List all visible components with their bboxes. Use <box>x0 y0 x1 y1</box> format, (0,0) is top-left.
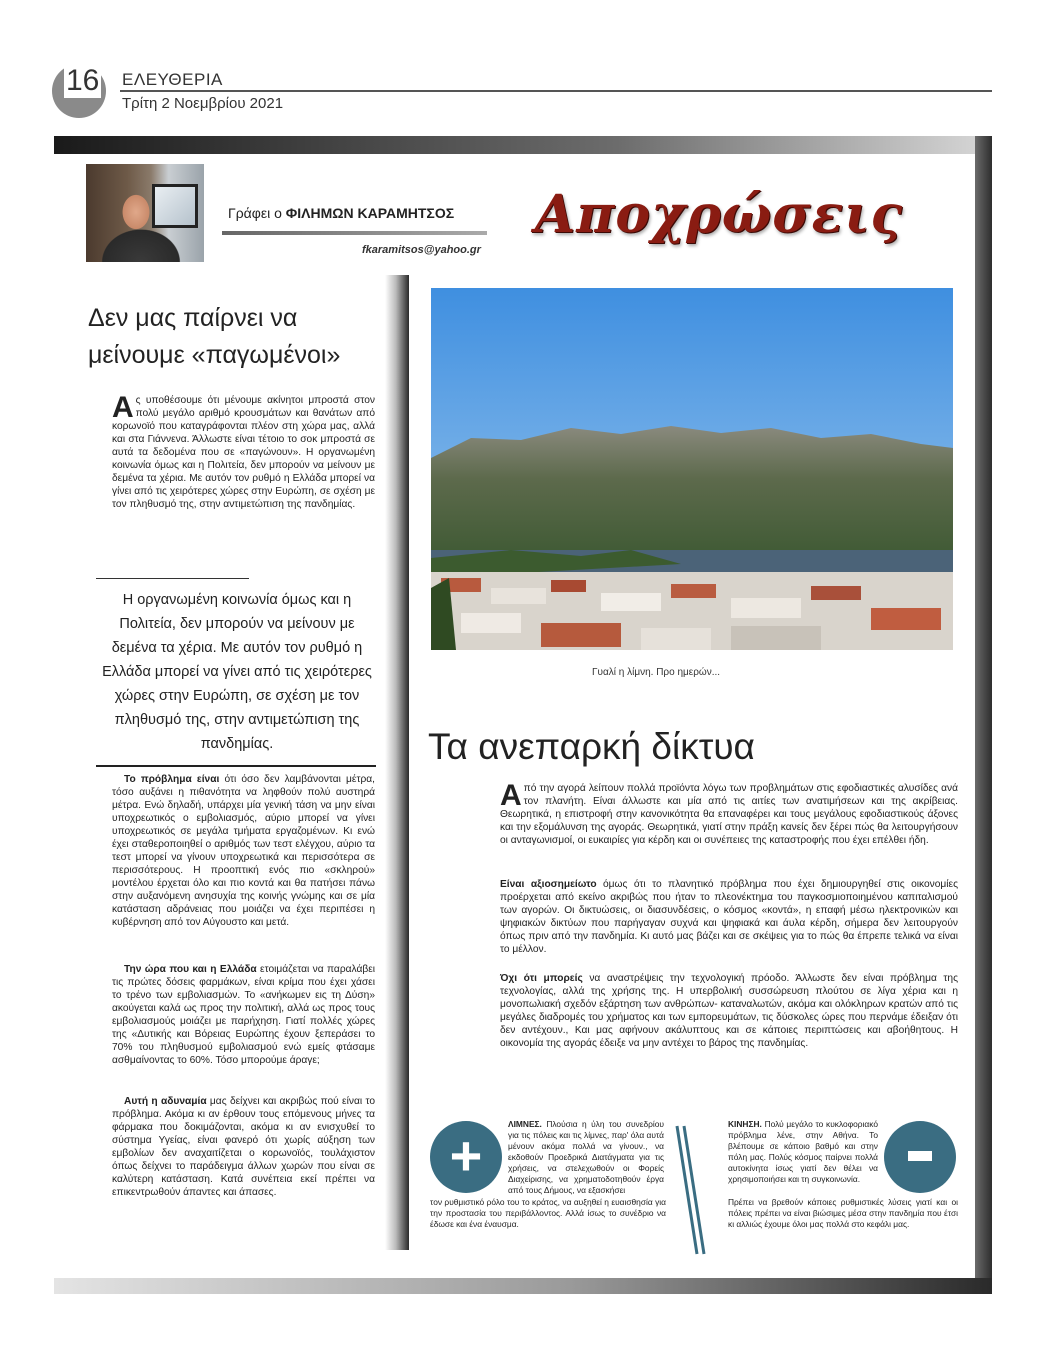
author-email: fkaramitsos@yahoo.gr <box>362 244 481 256</box>
article1-p2-lead: Την ώρα που και η Ελλάδα <box>124 964 257 975</box>
article2-dropcap: Α <box>500 779 522 812</box>
issue-date: Τρίτη 2 Νοεμβρίου 2021 <box>122 95 284 112</box>
plus-icon: + <box>430 1121 502 1193</box>
plus-box-label: ΛΙΜΝΕΣ. <box>508 1119 542 1129</box>
article2-title: Τα ανεπαρκή δίκτυα <box>428 726 755 767</box>
minus-box-label: ΚΙΝΗΣΗ. <box>728 1119 762 1129</box>
byline <box>228 205 454 221</box>
article2-p2-lead: Όχι ότι μπορείς <box>500 973 583 984</box>
article1-title: Δεν μας παίρνει να μείνουμε «παγωμένοι» <box>88 304 341 369</box>
article1-dropcap: Α <box>112 391 134 424</box>
monitor-graphic <box>152 184 198 228</box>
photo-caption: Γυαλί η λίμνη. Προ ημερών... <box>592 667 721 678</box>
article1-lead <box>112 391 375 511</box>
article2-paragraph-1 <box>500 878 958 956</box>
minus-icon-bar <box>908 1151 932 1161</box>
header-rule <box>120 90 992 92</box>
pull-quote: Η οργανωμένη κοινωνία όμως και η Πολιτεία, δεν μπορούν να μείνουν με δεμένα τα χέρια. Με αυτόν τον ρυθμό η Ελλάδα μπορεί να γίνει από τις χειρότερες χώρες στην Ευρώπη, σε σχέση με τον πληθυσμό της, στην αντιμετώπιση της πανδημίας. <box>102 592 372 752</box>
article2-lead <box>500 779 958 847</box>
article1-paragraph-2 <box>112 963 375 1067</box>
author-photo <box>86 164 204 262</box>
article1-p3-text: μας δείχνει και ακριβώς πού είναι το πρόβλημα. Ακόμα κι αν έρθουν τους επόμενους μήνες τα φάρμακα που δοκιμάζονται, ακόμα κι αν ενισχυθεί το σύστημα Υγείας, είναι φανερό ότι χωρίς αύξηση των εμβολίων δεν αναχαιτίζεται ο κορωνοϊός, τουλάχιστον όπως δείχνει το παράδειγμα άλλων χωρών που είναι σε καλύτερη κατάσταση. Κατά συνέπεια εκεί πρέπει να επικεντρωθούν άπαντες και άπασες. <box>112 1096 375 1198</box>
bottom-frame-bar <box>54 1278 992 1294</box>
top-frame-bar <box>54 136 992 154</box>
article2-p1-text: όμως ότι το πλανητικό πρόβλημα που έχει δημιουργηθεί στις οικονομίες προέρχεται από εκείνο ακριβώς που ήταν το πλεονέκτημα του παγκοσμιοποιημένου καπιταλισμού των αγορών. Οι δικτυώσεις, οι διασυνδέσεις, ο κόσμος «κοντά», η επαφή μέσω ηλεκτρονικών και ψηφιακών δικτύων που παρήγαγαν συχνά και ψηφιακά και άυλα κέρδη, σήμερα δεν λειτουργούν όπως πριν από την πανδημία. Κι αυτό μας βάζει και σε σκέψεις για το πώς θα έπρεπε τελικά να είναι το μέλλον. <box>500 879 958 955</box>
article1-lead-text: ς υποθέσουμε ότι μένουμε ακίνητοι μπροστά στον πολύ μεγάλο αριθμό κρουσμάτων και θανάτων από κορωνοϊό που καταγράφονται πλέον στη χώρα μας, αλλά και στα Γιάννενα. Άλλωστε είναι τέτοιο το σοκ μπροστά σε αυτά τα δεδομένα που σε «παγώνουν». Η οργανωμένη κοινωνία όμως και η Πολιτεία, δεν μπορούν να μείνουν με δεμένα τα χέρια. Με αυτόν τον ρυθμό η Ελλάδα μπορεί να γίνει από τις χειρότερες χώρες στην Ευρώπη, σε σχέση με τον πληθυσμό της, στην αντιμετώπιση της πανδημίας. <box>112 395 375 510</box>
article1-paragraph-1 <box>112 773 375 929</box>
minus-box-text-bottom: Πρέπει να βρεθούν κάποιες ρυθμιστικές λύσεις γιατί και οι πόλεις πρέπει να είναι βιώσιμες μέσα στην πανδημία που έτσι κι αλλιώς έχουμε όλοι μας πολλά στο κεφάλι μας. <box>728 1197 958 1229</box>
column-divider <box>385 275 409 1250</box>
article1-p1-text: ότι όσο δεν λαμβάνονται μέτρα, τόσο αυξάνει η πιθανότητα να ληφθούν πολύ αυστηρά μέτρα. Ενώ δηλαδή, υπάρχει μία γενική τάση να μην είναι υποχρεωτικός ο εμβολιασμός, αύριο μπορεί να γίνει υποχρεωτικός σε μεγάλα τμήματα εργαζομένων. Κι ενώ έχει σταθεροποιηθεί ο αριθμός των τεστ ελέγχου, αύριο τα τεστ μπορεί να γίνουν υποχρεωτικά και περισσότερα σε περισσότερους. Η προοπτική ενός πιο «σκληρού» μοντέλου έρχεται όλο και πιο κοντά και θα πατήσει πάνω στην αυξανόμενη ανησυχία της κοινής γνώμης και σε μία κατάσταση αδράνειας που μοιάζει να έχει περιπέσει η κυβέρνηση από τον Αύγουστο και μετά. <box>112 774 376 928</box>
article2-lead-text: πό την αγορά λείπουν πολλά προϊόντα λόγω των προβλημάτων στις εφοδιαστικές αλυσίδες ανά τον πλανήτη. Είναι άλλωστε και μία από τις αιτίες των ανατιμήσεων και της ακρίβειας. Θεωρητικά, η επιστροφή στην κανονικότητα θα επαναφέρει και τους μεγάλους εφοδιαστικούς άξονες και την εξομάλυνση της αγοράς. Θεωρητικά, γιατί στην πράξη κανείς δεν ξέρει πώς θα λειτουργήσουν οι ανταγωνισμοί, οι ευκαιρίες για κέρδη και οι συνέπειες της καταστροφής που έχει επέλθει ήδη. <box>500 783 958 846</box>
minus-box-text <box>728 1119 878 1185</box>
minus-box-text-top: Πολύ μεγάλο το κυκλοφοριακό πρόβλημα λένε, στην Αθήνα. Το βλέπουμε σε κάποιο βαθμό και στην πόλη μας. Πολύς κόσμος παίρνει πολλά αυτοκίνητα ίσως γιατί δεν θέλει να χρησιμοποιήσει και τη συγκοινωνία. <box>728 1119 878 1184</box>
article1-p2-text: ετοιμάζεται να παραλάβει τις πρώτες δόσεις φαρμάκων, είναι κρίμα που έχει χάσει το τρένο των εμβολιασμών. Το «ανήκωμεν εις τη Δύση» ακούγεται καλά ως προς την πολιτική, αλλά ως προς τους εμβολιασμούς μοιάζει με παρήχηση. Γιατί πολλές χώρες της «Δυτικής και Βόρειας Ευρώπης έχουν ξεπεράσει το 70% του πληθυσμού εμβολιασμού ενώ εμείς φτάσαμε ασθμαίνοντας το 60%. Τόσο μπορούμε άραγε; <box>112 964 375 1066</box>
article2-p1-lead: Είναι αξιοσημείωτο <box>500 879 597 890</box>
column-logo-text: Αποχρώσεις <box>534 183 904 245</box>
plus-box-text-top: Πλούσια η ύλη του συνεδρίου για τις πόλεις και τις λίμνες, παρ' όλα αυτά μένουν ακόμα πολλά να γίνουν., να εκδοθούν Προεδρικά Διατάγματα για τις χρήσεις, να στελεχωθούν οι Φορείς Διαχείρισης, να χρηματοδοτηθούν έργα από τους Δήμους, να εξασκήσει <box>508 1119 664 1195</box>
mountain-range <box>431 426 953 558</box>
boxes-divider <box>673 1124 711 1256</box>
article2-paragraph-2 <box>500 972 958 1050</box>
plus-box-text <box>508 1119 664 1196</box>
pull-quote-rule-bottom <box>96 765 376 767</box>
right-frame-bar <box>975 136 992 1294</box>
article1-paragraph-3 <box>112 1095 375 1199</box>
article1-p3-lead: Αυτή η αδυναμία <box>124 1096 207 1107</box>
pull-quote-rule-top <box>96 578 249 579</box>
lake-photo <box>431 288 953 650</box>
author-name: ΦΙΛΗΜΩΝ ΚΑΡΑΜΗΤΣΟΣ <box>285 205 455 221</box>
article1-p1-lead: Το πρόβλημα είναι <box>124 774 220 785</box>
page-number: 16 <box>66 64 100 97</box>
newspaper-name: ΕΛΕΥΘΕΡΙΑ <box>122 70 223 89</box>
byline-prefix: Γράφει ο <box>228 205 286 221</box>
plus-box-text-bottom: τον ρυθμιστικό ρόλο του το κράτος, να αυξηθεί η ευαισθησία για την προστασία του περιβάλλοντος. Αλλά ίσως το συνέδριο να έδωσε και ένα έναυσμα. <box>430 1197 666 1229</box>
lake-photo-illustration <box>431 288 953 650</box>
byline-rule <box>222 231 487 235</box>
column-logo <box>526 166 912 262</box>
article2-p2-text: να αναστρέψεις την τεχνολογική πρόοδο. Άλλωστε δεν είναι πρόβλημα της τεχνολογίας, αλλά της χρήσης της. Η υπερβολική συσσώρευση πλούτου σε λίγα χέρια και η μονοπωλιακή σχεδόν εξάρτηση των ανθρώπων- καταναλωτών, ακόμα και ολόκληρων κρατών από τις μεγάλες διαδρομές του χρήματος και των εμπορευμάτων, τις δύσκολες ώρες που περνάμε έδειξαν ότι δεν αντέχουν., Και μας αφήνουν ακάλυπτους και σε κάποιες περιπτώσεις και αβοήθητους. Η οικονομία της αγοράς έδειξε να μην αντέχει το βάρος της πανδημίας. <box>500 973 959 1049</box>
